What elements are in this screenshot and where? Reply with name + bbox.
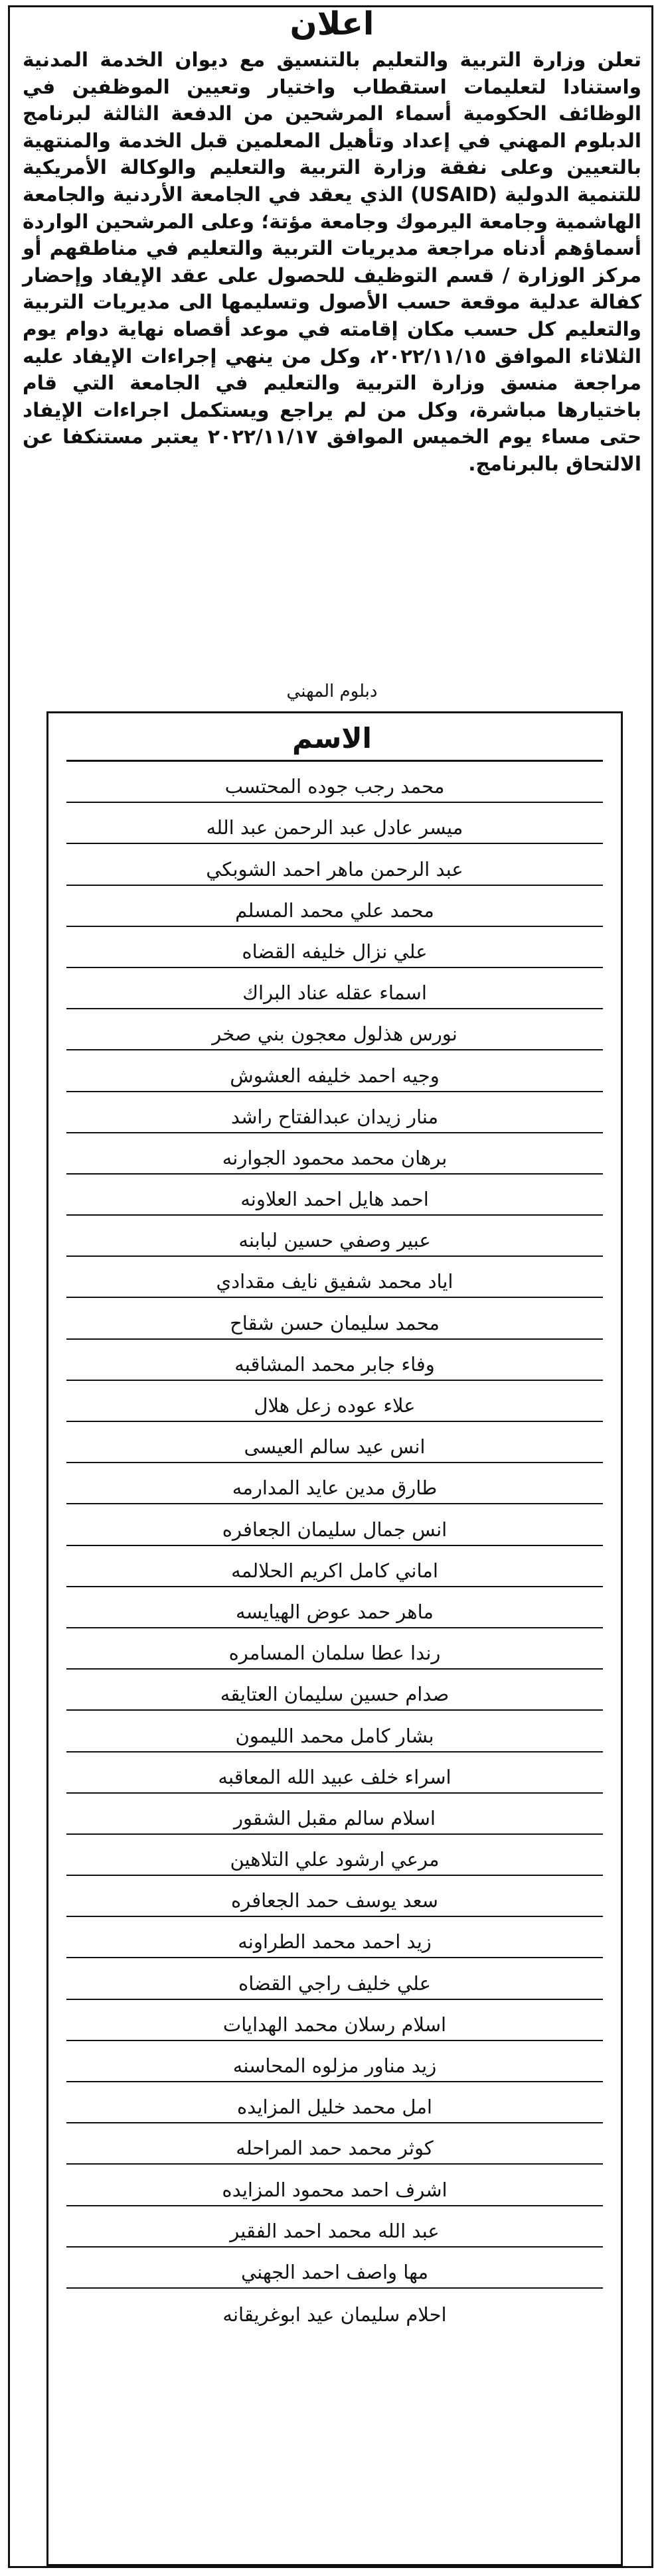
table-row — [66, 927, 603, 968]
table-row — [66, 1835, 603, 1876]
names-list — [66, 762, 603, 2330]
candidate-name: طارق مدين عايد المدارمه — [232, 1476, 438, 1500]
candidate-name: اسراء خلف عبيد الله المعاقبه — [218, 1765, 452, 1788]
table-row — [66, 1587, 603, 1628]
candidate-name: علاء عوده زعل هلال — [254, 1394, 416, 1417]
table-row — [66, 1381, 603, 1422]
table-row — [66, 844, 603, 885]
candidate-name: سعد يوسف حمد الجعافره — [231, 1889, 438, 1912]
candidate-name: رندا عطا سلمان المسامره — [228, 1642, 441, 1665]
table-row — [66, 762, 603, 803]
table-row — [66, 1628, 603, 1670]
table-row — [66, 1670, 603, 1711]
table-row — [66, 1917, 603, 1958]
table-row — [66, 803, 603, 844]
candidate-name: اسلام سالم مقبل الشقور — [234, 1806, 436, 1829]
table-row — [66, 2289, 603, 2330]
table-row — [66, 1422, 603, 1463]
candidate-name: برهان محمد محمود الجوارنه — [222, 1146, 448, 1169]
candidate-name: احلام سليمان عيد ابوغريقانه — [222, 2303, 447, 2326]
candidate-name: اماني كامل اكريم الحلالمه — [231, 1559, 438, 1582]
candidate-name: مها واصف احمد الجهني — [241, 2260, 428, 2283]
table-row — [66, 1009, 603, 1050]
table-row — [66, 2082, 603, 2123]
table-row — [66, 968, 603, 1009]
table-row — [66, 1794, 603, 1835]
candidate-name: عبير وصفي حسين لبابنه — [238, 1229, 431, 1252]
table-row — [66, 2123, 603, 2165]
candidate-name: نورس هذلول معجون بني صخر — [212, 1023, 457, 1046]
table-row — [66, 1340, 603, 1381]
candidate-name: وفاء جابر محمد المشاقبه — [234, 1352, 435, 1376]
candidate-name: اسلام رسلان محمد الهدايات — [222, 2013, 447, 2036]
candidate-name: اسماء عقله عناد البراك — [242, 981, 427, 1005]
table-row — [66, 1298, 603, 1339]
candidate-name: اياد محمد شفيق نايف مقدادي — [216, 1270, 454, 1293]
candidate-name: انس جمال سليمان الجعافره — [222, 1518, 448, 1541]
table-row — [66, 1711, 603, 1752]
candidate-name: محمد رجب جوده المحتسب — [224, 775, 445, 798]
candidate-name: ميسر عادل عبد الرحمن عبد الله — [206, 816, 463, 839]
table-row — [66, 1050, 603, 1092]
candidate-name: احمد هايل احمد العلاونه — [240, 1188, 429, 1211]
candidate-name: صدام حسين سليمان العتايقه — [220, 1683, 450, 1706]
candidate-name: بشار كامل محمد الليمون — [235, 1724, 434, 1747]
candidate-name: مرعي ارشود علي التلاهين — [230, 1848, 440, 1871]
announcement-body: تعلن وزارة التربية والتعليم بالتنسيق مع ديوان الخدمة المدنية واستنادا لتعليمات استقطاب واختيار وتعيين الموظفين في الوظائف الحكومية أسماء المرشحين من الدفعة الثالثة لبرنامج الدبلوم المهني في إعداد وتأهيل المعلمين قبل الخدمة والمنتهية بالتعيين وعلى نفقة وزارة التربية والتعليم والوكالة الأمريكية للتنمية الدولية (USAID) الذي يعقد في الجامعة الأردنية والجامعة الهاشمية وجامعة اليرموك وجامعة مؤتة؛ وعلى المرشحين الواردة أسماؤهم أدناه مراجعة مديريات التربية والتعليم في مناطقهم أو مركز الوزارة / قسم التوظيف للحصول على عقد الإيفاد وإحضار كفالة عدلية موقعة حسب الأصول وتسليمها الى مديريات التربية والتعليم كل حسب مكان إقامته في موعد أقصاه نهاية دوام يوم الثلاثاء الموافق ٢٠٢٢/١١/١٥، وكل من ينهي إجراءات الإيفاد عليه مراجعة منسق وزارة التربية والتعليم في الجامعة التي قام باختيارها مباشرة، وكل من لم يراجع ويستكمل اجراءات الإيفاد حتى مساء يوم الخميس الموافق ٢٠٢٢/١١/١٧ يعتبر مستنكفا عن الالتحاق بالبرنامج. — [23, 48, 641, 475]
table-row — [66, 2248, 603, 2289]
table-row — [66, 2206, 603, 2248]
candidate-name: زيد مناور مزلوه المحاسنه — [232, 2054, 437, 2077]
candidate-name: زيد احمد محمد الطراونه — [238, 1930, 432, 1954]
candidate-name: كوثر محمد حمد المراحله — [236, 2137, 434, 2160]
table-row — [66, 1216, 603, 1257]
candidate-name: عبد الله محمد احمد الفقير — [230, 2219, 440, 2242]
table-row — [66, 1958, 603, 1999]
candidate-name: منار زيدان عبدالفتاح راشد — [230, 1105, 439, 1128]
candidate-name: محمد سليمان حسن شقاح — [230, 1311, 440, 1334]
candidate-name: انس عيد سالم العيسى — [244, 1435, 426, 1459]
candidate-name: علي نزال خليفه القضاه — [242, 940, 428, 963]
table-row — [66, 1092, 603, 1133]
candidate-name: وجيه احمد خليفه العشوش — [230, 1064, 440, 1087]
candidate-name: ماهر حمد عوض الهيايسه — [236, 1600, 434, 1623]
table-row — [66, 1175, 603, 1216]
candidate-name: امل محمد خليل المزايده — [237, 2096, 432, 2119]
candidate-name: عبد الرحمن ماهر احمد الشوبكي — [206, 857, 463, 881]
table-row — [66, 2165, 603, 2206]
table-row — [66, 1546, 603, 1587]
candidate-name: اشرف احمد محمود المزايده — [222, 2178, 448, 2201]
candidate-name: علي خليف راجي القضاه — [238, 1971, 431, 1995]
table-row — [66, 886, 603, 927]
table-row — [66, 2041, 603, 2082]
table-row — [66, 1504, 603, 1545]
table-row — [66, 1876, 603, 1917]
table-row — [66, 1753, 603, 1794]
announcement-title: اعلان — [290, 5, 374, 42]
table-row — [66, 2000, 603, 2041]
program-label: دبلوم المهني — [286, 681, 378, 701]
candidate-name: محمد علي محمد المسلم — [235, 898, 434, 922]
table-row — [66, 1133, 603, 1175]
table-row — [66, 1257, 603, 1298]
names-table-header: الاسم — [292, 722, 372, 754]
table-row — [66, 1463, 603, 1504]
